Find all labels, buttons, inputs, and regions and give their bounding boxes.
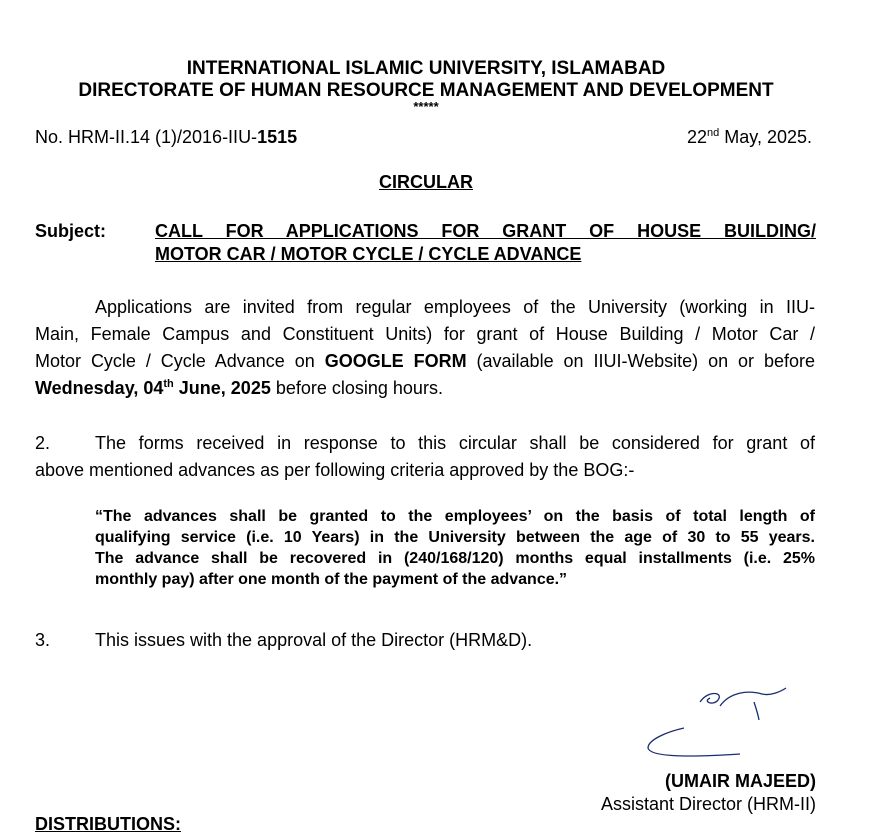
quote-line-3: The advance shall be recovered in (240/168/120) months equal installments (i.e. 25% bbox=[95, 550, 815, 567]
quote-line-2: qualifying service (i.e. 10 Years) in the University between the age of 30 to 55 years. bbox=[95, 529, 815, 546]
signatory-name: (UMAIR MAJEED) bbox=[665, 771, 816, 791]
reference-prefix: No. HRM-II.14 (1)/2016-IIU- bbox=[35, 127, 258, 147]
para1-line-4 bbox=[35, 377, 443, 399]
reference-number bbox=[35, 126, 297, 148]
document-title: CIRCULAR bbox=[379, 172, 473, 192]
quote-line-4: monthly pay) after one month of the payment of the advance.” bbox=[95, 571, 568, 588]
circular-date bbox=[687, 126, 812, 148]
reference-serial: 1515 bbox=[257, 127, 298, 147]
header-stars: ***** bbox=[413, 99, 439, 114]
deadline-suffix: th bbox=[163, 378, 174, 390]
university-name: INTERNATIONAL ISLAMIC UNIVERSITY, ISLAMABAD bbox=[186, 58, 666, 79]
deadline-date: Wednesday, 04 bbox=[35, 378, 164, 398]
google-form-text: GOOGLE FORM bbox=[324, 351, 467, 371]
subject-label: Subject: bbox=[35, 221, 107, 241]
para1-text: before closing hours. bbox=[270, 378, 443, 398]
deadline-month-year: June, 2025 bbox=[173, 378, 271, 398]
para2-number: 2. bbox=[35, 433, 51, 453]
signatory-title: Assistant Director (HRM-II) bbox=[600, 794, 816, 814]
date-day: 22 bbox=[687, 127, 708, 147]
para3-text: This issues with the approval of the Director (HRM&D). bbox=[95, 630, 533, 650]
date-rest: May, 2025. bbox=[719, 127, 812, 147]
para1-line-3 bbox=[35, 350, 815, 372]
signature-mark bbox=[640, 680, 800, 770]
distribution-heading: DISTRIBUTIONS: bbox=[35, 814, 181, 834]
para1-text: Motor Cycle / Cycle Advance on bbox=[35, 351, 325, 371]
quote-line-1: “The advances shall be granted to the employees’ on the basis of total length of bbox=[95, 508, 815, 525]
date-suffix: nd bbox=[707, 127, 720, 139]
para1-text: (available on IIUI-Website) on or before bbox=[466, 351, 815, 371]
para3-number: 3. bbox=[35, 630, 51, 650]
para2-line-2: above mentioned advances as per following criteria approved by the BOG:- bbox=[35, 460, 635, 480]
directorate-name: DIRECTORATE OF HUMAN RESOURCE MANAGEMENT AND DEVELOPMENT bbox=[78, 80, 774, 101]
para2-line-1: The forms received in response to this circular shall be considered for grant of bbox=[95, 433, 815, 453]
para1-line-2: Main, Female Campus and Constituent Units) for grant of House Building / Motor Car / bbox=[35, 324, 815, 344]
subject-line-1: CALL FOR APPLICATIONS FOR GRANT OF HOUSE BUILDING/ bbox=[155, 221, 816, 241]
subject-line-2: MOTOR CAR / MOTOR CYCLE / CYCLE ADVANCE bbox=[155, 244, 582, 264]
para1-line-1: Applications are invited from regular employees of the University (working in IIU- bbox=[95, 297, 815, 317]
